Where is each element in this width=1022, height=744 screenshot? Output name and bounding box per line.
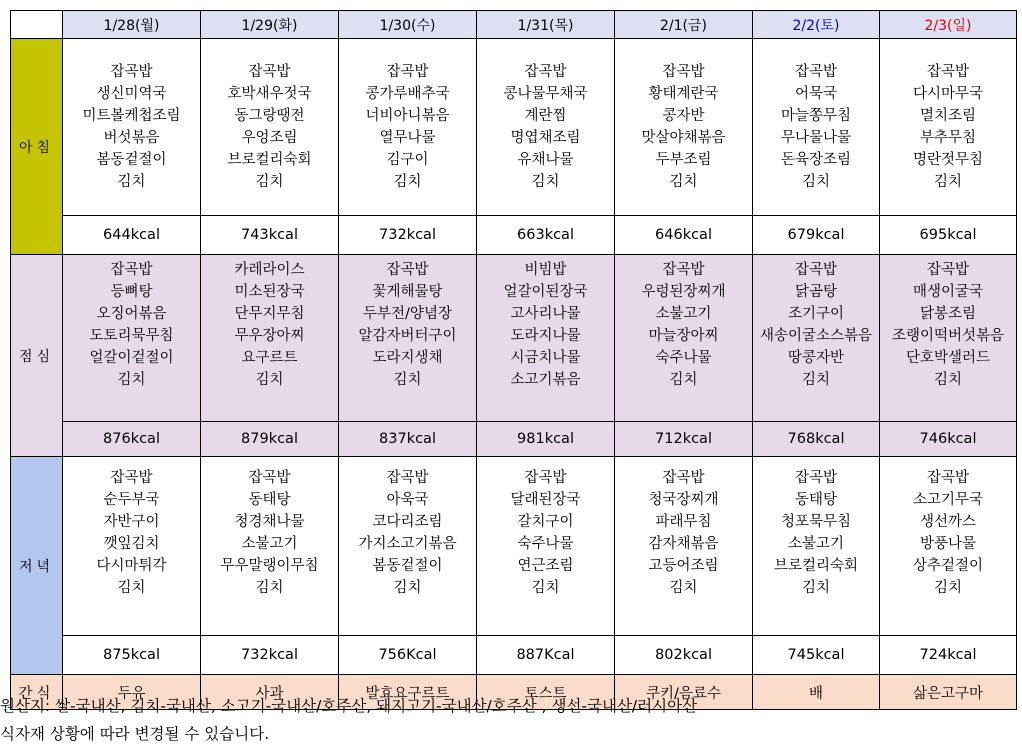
lunch-dishes (201, 255, 339, 422)
dish-item: 알감자버터구이 (358, 328, 457, 344)
dish-item: 도토리묵무침 (89, 328, 174, 344)
dish-item: 얼갈이된장국 (503, 284, 588, 300)
breakfast-kcal-row (11, 216, 1017, 255)
dish-item: 김치 (393, 174, 422, 190)
dish-item: 잡곡밥 (794, 470, 838, 486)
dish-item: 감자채볶음 (648, 536, 719, 552)
dish-item: 잡곡밥 (386, 470, 429, 486)
dish-item: 숙주나물 (655, 350, 712, 366)
dish-item: 브로컬리숙회 (773, 558, 859, 574)
lunch-kcal-row (11, 422, 1017, 457)
dish-item: 자반구이 (103, 514, 160, 530)
dish-item: 매생이굴국 (912, 284, 984, 300)
dish-item: 꽃게해물탕 (372, 284, 443, 300)
day-header-sun: 2/3(일) (880, 11, 1017, 39)
dish-item: 요구르트 (241, 350, 298, 366)
snack-item: 쿠키/음료수 (615, 675, 753, 710)
dish-item: 아욱국 (386, 492, 429, 508)
dish-item: 김치 (393, 372, 422, 388)
dish-item: 콩가루배추국 (365, 86, 450, 102)
breakfast-dishes (63, 39, 201, 216)
dinner-kcal-row (11, 636, 1017, 675)
dish-item: 김치 (669, 372, 698, 388)
dish-item: 김치 (933, 372, 962, 388)
breakfast-kcal: 743kcal (201, 216, 339, 255)
dish-item: 잡곡밥 (524, 64, 567, 80)
dish-item: 김치 (255, 580, 284, 596)
dish-item: 소고기볶음 (510, 372, 581, 388)
dish-item: 명엽채조림 (510, 130, 581, 146)
dish-item: 김치 (117, 580, 146, 596)
dish-item: 잡곡밥 (926, 470, 970, 486)
dish-item: 상추겉절이 (912, 558, 984, 574)
lunch-kcal: 768kcal (753, 422, 880, 457)
dish-item: 동태탕 (794, 492, 838, 508)
dish-item: 봄동겉절이 (96, 152, 167, 168)
dish-item: 김치 (801, 174, 830, 190)
lunch-kcal: 981kcal (477, 422, 615, 457)
dish-item: 닭곰탕 (794, 284, 838, 300)
dish-item: 단호박샐러드 (905, 350, 991, 366)
dish-item: 코다리조림 (372, 514, 443, 530)
lunch-row (11, 255, 1017, 422)
dish-item: 유채나물 (517, 152, 574, 168)
dish-item: 소불고기 (787, 536, 845, 552)
dish-item: 미트볼케첩조림 (82, 108, 181, 124)
dish-item: 닭봉조림 (919, 306, 977, 322)
dish-item: 비빔밥 (524, 262, 567, 278)
dinner-dishes (339, 457, 477, 636)
dish-item: 잡곡밥 (926, 262, 970, 278)
day-header-thu: 1/31(목) (477, 11, 615, 39)
snack-item: 삶은고구마 (880, 675, 1017, 710)
breakfast-dishes (880, 39, 1017, 216)
dish-item: 마늘장아찌 (648, 328, 719, 344)
corner-cell (11, 11, 63, 39)
dish-item: 생신미역국 (96, 86, 167, 102)
lunch-dishes (880, 255, 1017, 422)
dish-item: 멸치조림 (919, 108, 977, 124)
dish-item: 동태탕 (248, 492, 291, 508)
lunch-kcal: 837kcal (339, 422, 477, 457)
dish-item: 잡곡밥 (248, 64, 291, 80)
dish-item: 잡곡밥 (926, 64, 970, 80)
dish-item: 두부조림 (655, 152, 712, 168)
breakfast-kcal: 663kcal (477, 216, 615, 255)
dish-item: 김치 (393, 580, 422, 596)
dinner-dishes (477, 457, 615, 636)
dish-item: 김치 (531, 580, 560, 596)
snack-item: 배 (753, 675, 880, 710)
dish-item: 달래된장국 (510, 492, 581, 508)
snack-item: 사과 (201, 675, 339, 710)
dish-item: 무우장아찌 (234, 328, 305, 344)
dish-item: 너비아니볶음 (365, 108, 450, 124)
dish-item: 봄동겉절이 (372, 558, 443, 574)
dish-item: 버섯볶음 (103, 130, 160, 146)
breakfast-kcal: 644kcal (63, 216, 201, 255)
dish-item: 숙주나물 (517, 536, 574, 552)
dinner-kcal: 887Kcal (477, 636, 615, 675)
lunch-kcal: 879kcal (201, 422, 339, 457)
dish-item: 다시마튀각 (96, 558, 167, 574)
snack-item: 발효요구르트 (339, 675, 477, 710)
dinner-kcal: 745kcal (753, 636, 880, 675)
dish-item: 잡곡밥 (386, 262, 429, 278)
dish-item: 김구이 (386, 152, 429, 168)
weekly-menu-table (10, 10, 1017, 710)
dish-item: 얼갈이겉절이 (89, 350, 174, 366)
dish-item: 명란젓무침 (912, 152, 984, 168)
dish-item: 잡곡밥 (110, 470, 153, 486)
day-header-row (11, 11, 1017, 39)
dish-item: 청포묵무침 (780, 514, 852, 530)
dish-item: 등뼈탕 (110, 284, 153, 300)
dish-item: 청경채나물 (234, 514, 305, 530)
day-header-tue: 1/29(화) (201, 11, 339, 39)
dish-item: 호박새우젓국 (227, 86, 312, 102)
dinner-dishes (201, 457, 339, 636)
dish-item: 열무나물 (379, 130, 436, 146)
lunch-dishes (339, 255, 477, 422)
dish-item: 조기구이 (787, 306, 845, 322)
dish-item: 김치 (531, 174, 560, 190)
lunch-dishes (63, 255, 201, 422)
dish-item: 순두부국 (103, 492, 160, 508)
dish-item: 황태계란국 (648, 86, 719, 102)
dish-item: 카레라이스 (234, 262, 305, 278)
dinner-dishes (880, 457, 1017, 636)
dish-item: 잡곡밥 (248, 470, 291, 486)
dish-item: 잡곡밥 (662, 470, 705, 486)
dish-item: 우렁된장찌개 (641, 284, 726, 300)
dish-item: 마늘쫑무침 (780, 108, 852, 124)
breakfast-dishes (753, 39, 880, 216)
dish-item: 청국장찌개 (648, 492, 719, 508)
dish-item: 브로컬리숙회 (227, 152, 312, 168)
dish-item: 콩나물무채국 (503, 86, 588, 102)
dish-item: 김치 (801, 372, 830, 388)
dish-item: 잡곡밥 (794, 64, 838, 80)
dinner-kcal: 875kcal (63, 636, 201, 675)
lunch-dishes (477, 255, 615, 422)
dish-item: 무우말랭이무침 (220, 558, 319, 574)
dinner-kcal: 756Kcal (339, 636, 477, 675)
day-header-sat: 2/2(토) (753, 11, 880, 39)
dish-item: 잡곡밥 (110, 64, 153, 80)
lunch-label: 점심 (11, 255, 63, 457)
dish-item: 파래무침 (655, 514, 712, 530)
dish-item: 맛살야채볶음 (641, 130, 726, 146)
dish-item: 잡곡밥 (524, 470, 567, 486)
dinner-row (11, 457, 1017, 636)
dinner-kcal: 802kcal (615, 636, 753, 675)
dish-item: 고등어조림 (648, 558, 719, 574)
snack-label: 간식 (11, 675, 63, 710)
breakfast-dishes (615, 39, 753, 216)
dish-item: 무나물나물 (780, 130, 852, 146)
dish-item: 김치 (117, 372, 146, 388)
dish-item: 새송이굴소스볶음 (759, 328, 873, 344)
dish-item: 우엉조림 (241, 130, 298, 146)
dish-item: 김치 (801, 580, 830, 596)
dish-item: 도라지나물 (510, 328, 581, 344)
dish-item: 오징어볶음 (96, 306, 167, 322)
dish-item: 갈치구이 (517, 514, 574, 530)
dish-item: 돈육장조림 (780, 152, 852, 168)
dish-item: 잡곡밥 (662, 262, 705, 278)
day-header-fri: 2/1(금) (615, 11, 753, 39)
breakfast-kcal: 679kcal (753, 216, 880, 255)
breakfast-kcal: 695kcal (880, 216, 1017, 255)
breakfast-dishes (477, 39, 615, 216)
dish-item: 잡곡밥 (110, 262, 153, 278)
breakfast-kcal: 732kcal (339, 216, 477, 255)
dish-item: 단무지무침 (234, 306, 305, 322)
dish-item: 잡곡밥 (662, 64, 705, 80)
lunch-kcal: 746kcal (880, 422, 1017, 457)
day-header-wed: 1/30(수) (339, 11, 477, 39)
dish-item: 연근조림 (517, 558, 574, 574)
dish-item: 조랭이떡버섯볶음 (891, 328, 1005, 344)
lunch-kcal: 712kcal (615, 422, 753, 457)
dish-item: 소불고기 (655, 306, 712, 322)
dish-item: 소고기무국 (912, 492, 984, 508)
dish-item: 김치 (933, 580, 962, 596)
dish-item: 김치 (117, 174, 146, 190)
dish-item: 계란찜 (524, 108, 567, 124)
dinner-dishes (63, 457, 201, 636)
breakfast-row (11, 39, 1017, 216)
breakfast-dishes (339, 39, 477, 216)
dish-item: 땅콩자반 (787, 350, 845, 366)
lunch-kcal: 876kcal (63, 422, 201, 457)
origin-note: 원산지: 쌀-국내산, 김치-국내산, 소고기-국내산/호주산, 돼지고기-국내산/호주산 , 생선-국내산/러시아산 (0, 697, 698, 715)
lunch-dishes (615, 255, 753, 422)
dish-item: 두부전/양념장 (363, 306, 452, 322)
dish-item: 김치 (255, 174, 284, 190)
dish-item: 소불고기 (241, 536, 298, 552)
dish-item: 도라지생채 (372, 350, 443, 366)
dish-item: 다시마무국 (912, 86, 984, 102)
dinner-dishes (615, 457, 753, 636)
dish-item: 시금치나물 (510, 350, 581, 366)
day-header-mon: 1/28(월) (63, 11, 201, 39)
dinner-kcal: 732kcal (201, 636, 339, 675)
dish-item: 잡곡밥 (794, 262, 838, 278)
dish-item: 잡곡밥 (386, 64, 429, 80)
dish-item: 생선까스 (919, 514, 977, 530)
dish-item: 고사리나물 (510, 306, 581, 322)
dish-item: 가지소고기볶음 (358, 536, 457, 552)
lunch-dishes (753, 255, 880, 422)
dinner-kcal: 724kcal (880, 636, 1017, 675)
breakfast-dishes (201, 39, 339, 216)
dish-item: 콩자반 (662, 108, 705, 124)
dinner-dishes (753, 457, 880, 636)
dish-item: 어묵국 (794, 86, 838, 102)
dish-item: 김치 (255, 372, 284, 388)
change-notice: 식자재 상황에 따라 변경될 수 있습니다. (0, 725, 270, 743)
dish-item: 미소된장국 (234, 284, 305, 300)
dish-item: 김치 (933, 174, 962, 190)
dish-item: 동그랑땡전 (234, 108, 305, 124)
breakfast-kcal: 646kcal (615, 216, 753, 255)
dish-item: 방풍나물 (919, 536, 977, 552)
dish-item: 부추무침 (919, 130, 977, 146)
snack-item: 두유 (63, 675, 201, 710)
dish-item: 김치 (669, 174, 698, 190)
dinner-label: 저녁 (11, 457, 63, 675)
dish-item: 김치 (669, 580, 698, 596)
dish-item: 깻잎김치 (103, 536, 160, 552)
snack-item: 토스트 (477, 675, 615, 710)
breakfast-label: 아침 (11, 39, 63, 255)
